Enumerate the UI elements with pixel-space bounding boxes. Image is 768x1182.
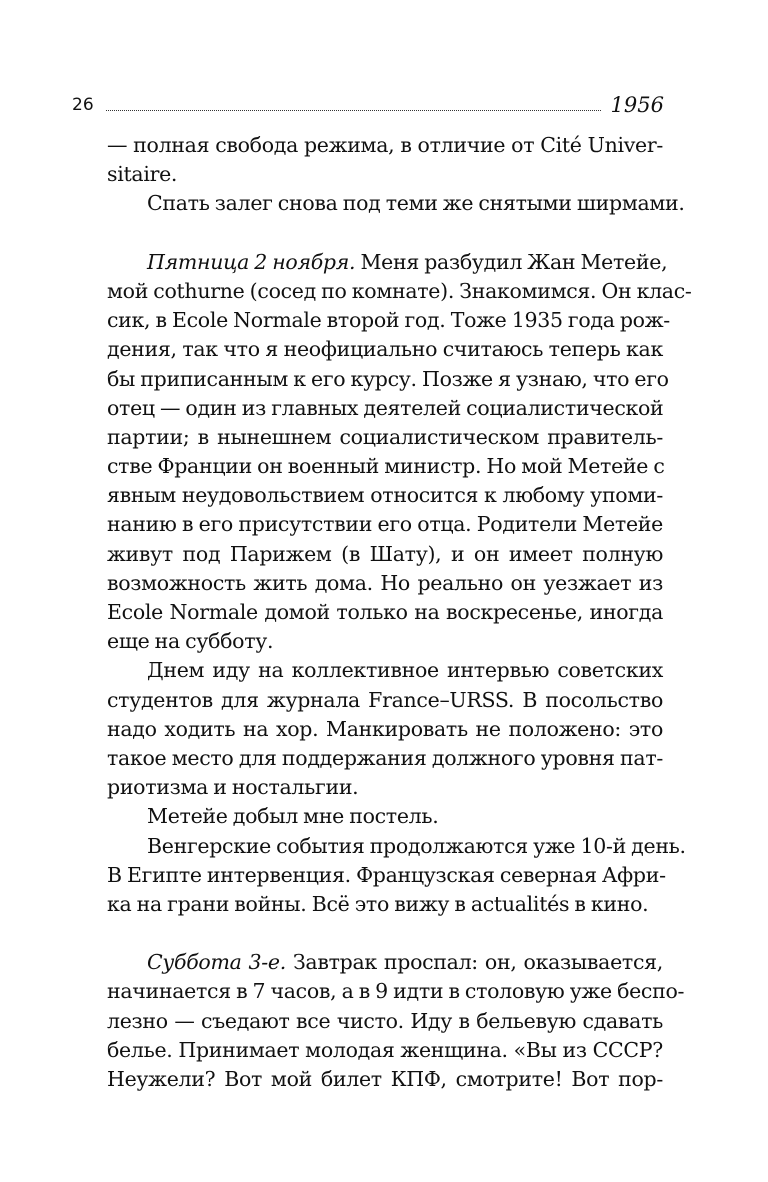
dotted-leader xyxy=(106,110,601,111)
text-line: сик, в Ecole Normale второй год. Тоже 1935 года рож- xyxy=(107,308,670,333)
text-line: стве Франции он военный министр. Но мой Метейе с xyxy=(107,454,665,479)
text-line: партии; в нынешнем социалистическом правитель- xyxy=(107,424,663,449)
text-line: такое место для поддержания должного уровня пат- xyxy=(107,745,663,770)
text-line: Ecole Normale домой только на воскресенье, иногда xyxy=(107,600,663,624)
text-line-rest: Завтрак проспал: он, оказывается, xyxy=(285,950,663,975)
text-line: нанию в его присутствии его отца. Родители Метейе xyxy=(107,512,663,537)
page-number: 26 xyxy=(72,95,94,115)
text-line: отец — один из главных деятелей социалистической xyxy=(107,395,664,420)
text-line: бы приписанным к его курсу. Позже я узнаю, что его xyxy=(107,366,669,391)
text-line: sitaire. xyxy=(107,162,178,187)
text-line: Метейе добыл мне постель. xyxy=(147,804,439,829)
text-line: лезно — съедают все чисто. Иду в бельевую сдавать xyxy=(107,1008,663,1033)
running-title: 1956 xyxy=(610,93,664,117)
text-line-rest: Меня разбудил Жан Метейе, xyxy=(355,249,668,274)
text-line: живут под Парижем (в Шату), и он имеет полную xyxy=(107,541,663,566)
text-line xyxy=(107,248,668,277)
entry-gap xyxy=(107,219,663,248)
text-line: еще на субботу. xyxy=(107,629,274,654)
text-line: начинается в 7 часов, а в 9 идти в столовую уже беспо- xyxy=(107,979,685,1004)
text-line: В Египте интервенция. Французская северная Афри- xyxy=(107,862,666,887)
entry-date: Суббота 3-е. xyxy=(147,950,286,975)
body-text xyxy=(107,131,692,1094)
text-line: — полная свобода режима, в отличие от Cité Univer- xyxy=(107,133,663,157)
text-line: Спать залег снова под теми же снятыми ширмами. xyxy=(147,191,685,216)
text-line: Днем иду на коллективное интервью советских xyxy=(147,658,663,683)
text-line: явным неудовольствием относится к любому упоми- xyxy=(107,483,663,508)
text-line xyxy=(107,948,663,977)
entry-date: Пятница 2 ноября. xyxy=(147,249,356,274)
text-line: риотизма и ностальгии. xyxy=(107,775,359,800)
text-line: Неужели? Вот мой билет КПФ, смотрите! Вот пор- xyxy=(107,1067,663,1091)
text-line: надо ходить на хор. Манкировать не положено: это xyxy=(107,716,663,741)
text-line: дения, так что я неофициально считаюсь теперь как xyxy=(107,337,663,362)
text-line: мой cothurne (сосед по комнате). Знакомимся. Он клас- xyxy=(107,278,692,303)
text-line: возможность жить дома. Но реально он уезжает из xyxy=(107,570,663,595)
text-line: студентов для журнала France–URSS. В посольство xyxy=(107,687,663,712)
entry-gap xyxy=(107,919,663,948)
text-line: белье. Принимает молодая женщина. «Вы из СССР? xyxy=(107,1037,663,1062)
text-line: Венгерские события продолжаются уже 10-й день. xyxy=(147,833,686,858)
text-line: ка на грани войны. Всё это вижу в actualités в кино. xyxy=(107,891,649,916)
running-head xyxy=(72,92,664,118)
